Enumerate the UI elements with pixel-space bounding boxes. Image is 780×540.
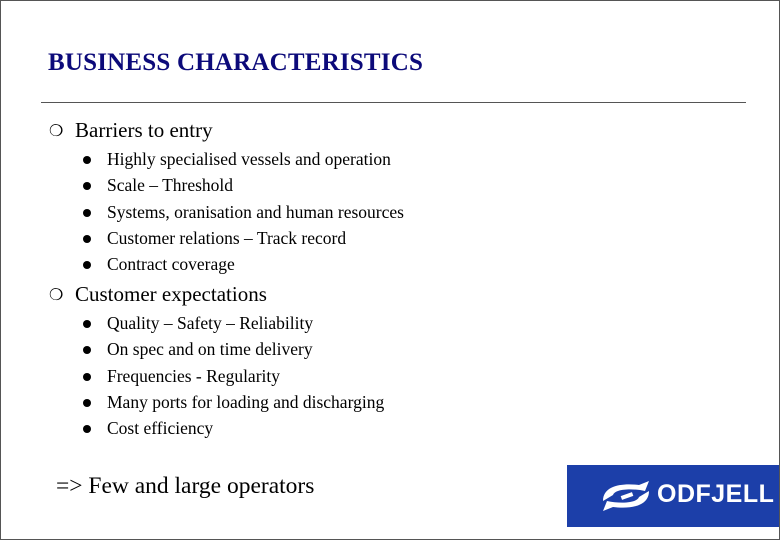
section-bullet-icon: ❍ bbox=[49, 287, 64, 304]
section-bullet-icon: ❍ bbox=[49, 123, 64, 140]
title-divider bbox=[41, 102, 746, 103]
bullet-dot-icon bbox=[83, 320, 91, 328]
list-item: Customer relations – Track record bbox=[107, 228, 347, 248]
bullet-dot-icon bbox=[83, 425, 91, 433]
bullet-dot-icon bbox=[83, 235, 91, 243]
conclusion-text: => Few and large operators bbox=[56, 473, 315, 499]
list-item: Scale – Threshold bbox=[107, 175, 234, 195]
list-item: Quality – Safety – Reliability bbox=[107, 313, 314, 333]
bullet-dot-icon bbox=[83, 346, 91, 354]
list-item: Frequencies - Regularity bbox=[107, 366, 281, 386]
bullet-dot-icon bbox=[83, 182, 91, 190]
bullet-dot-icon bbox=[83, 373, 91, 381]
bullet-dot-icon bbox=[83, 399, 91, 407]
slide-title: BUSINESS CHARACTERISTICS bbox=[48, 49, 424, 76]
odfjell-swirl-logo-icon bbox=[599, 477, 653, 515]
odfjell-logo bbox=[567, 465, 780, 527]
section-heading-barriers: Barriers to entry bbox=[75, 118, 213, 142]
list-item: Contract coverage bbox=[107, 254, 235, 274]
bullet-dot-icon bbox=[83, 261, 91, 269]
list-item: Many ports for loading and discharging bbox=[107, 392, 385, 412]
list-item: Systems, oranisation and human resources bbox=[107, 202, 404, 222]
list-item: Cost efficiency bbox=[107, 418, 214, 438]
logo-wordmark: ODFJELL bbox=[657, 480, 775, 508]
list-item: Highly specialised vessels and operation bbox=[107, 149, 391, 169]
section-heading-customer-expectations: Customer expectations bbox=[75, 282, 267, 306]
list-item: On spec and on time delivery bbox=[107, 339, 313, 359]
bullet-dot-icon bbox=[83, 209, 91, 217]
bullet-dot-icon bbox=[83, 156, 91, 164]
